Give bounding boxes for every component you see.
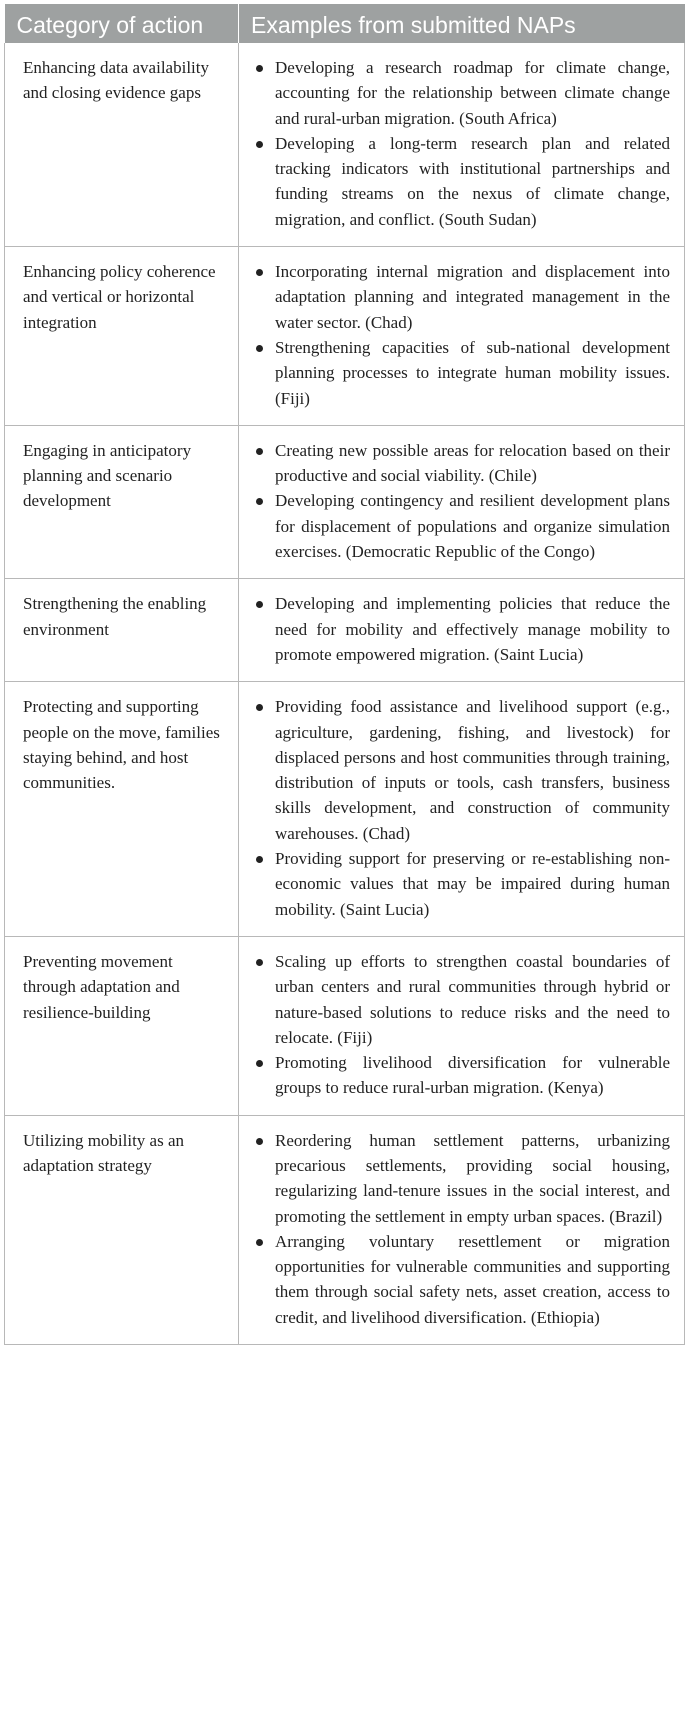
examples-list	[253, 259, 670, 411]
category-cell: Protecting and supporting people on the move, families staying behind, and host communities.	[5, 682, 239, 937]
table-header	[5, 4, 685, 43]
table-body	[5, 43, 685, 1345]
header-row	[5, 4, 685, 43]
examples-cell	[239, 682, 685, 937]
examples-list	[253, 591, 670, 667]
table-row	[5, 43, 685, 247]
examples-list	[253, 1128, 670, 1330]
table-row	[5, 682, 685, 937]
example-item: Arranging voluntary resettlement or migration opportunities for vulnerable communities and supporting them through social safety nets, asset creation, access to credit, and livelihood diversification. (Ethiopia)	[253, 1229, 670, 1330]
examples-list	[253, 694, 670, 922]
examples-cell	[239, 425, 685, 578]
category-cell: Strengthening the enabling environment	[5, 579, 239, 682]
examples-list	[253, 438, 670, 564]
example-item: Providing support for preserving or re-establishing non-economic values that may be impaired during human mobility. (Saint Lucia)	[253, 846, 670, 922]
example-item: Scaling up efforts to strengthen coastal boundaries of urban centers and rural communities through hybrid or nature-based solutions to reduce risks and the need to relocate. (Fiji)	[253, 949, 670, 1050]
example-item: Strengthening capacities of sub-national development planning processes to integrate human mobility issues. (Fiji)	[253, 335, 670, 411]
header-category-of-action: Category of action	[5, 4, 239, 43]
examples-cell	[239, 43, 685, 247]
example-item: Developing a long-term research plan and related tracking indicators with institutional partnerships and funding streams on the nexus of climate change, migration, and conflict. (South Sudan)	[253, 131, 670, 232]
category-cell: Engaging in anticipatory planning and scenario development	[5, 425, 239, 578]
example-item: Promoting livelihood diversification for vulnerable groups to reduce rural-urban migration. (Kenya)	[253, 1050, 670, 1101]
example-item: Developing and implementing policies that reduce the need for mobility and effectively manage mobility to promote empowered migration. (Saint Lucia)	[253, 591, 670, 667]
example-item: Incorporating internal migration and displacement into adaptation planning and integrated management in the water sector. (Chad)	[253, 259, 670, 335]
table-row	[5, 425, 685, 578]
example-item: Providing food assistance and livelihood support (e.g., agriculture, gardening, fishing, and livestock) for displaced persons and host communities through training, distribution of inputs or tools, cash transfers, business skills development, and construction of community warehouses. (Chad)	[253, 694, 670, 846]
examples-list	[253, 55, 670, 232]
example-item: Creating new possible areas for relocation based on their productive and social viability. (Chile)	[253, 438, 670, 489]
table-row	[5, 1115, 685, 1344]
table-row	[5, 936, 685, 1115]
example-item: Reordering human settlement patterns, urbanizing precarious settlements, providing social housing, regularizing land-tenure issues in the social interest, and promoting the settlement in empty urban spaces. (Brazil)	[253, 1128, 670, 1229]
examples-list	[253, 949, 670, 1101]
category-cell: Enhancing data availability and closing evidence gaps	[5, 43, 239, 247]
example-item: Developing contingency and resilient development plans for displacement of populations and organize simulation exercises. (Democratic Republic of the Congo)	[253, 488, 670, 564]
header-examples: Examples from submitted NAPs	[239, 4, 685, 43]
category-cell: Preventing movement through adaptation and resilience-building	[5, 936, 239, 1115]
examples-cell	[239, 247, 685, 426]
table-row	[5, 579, 685, 682]
examples-cell	[239, 936, 685, 1115]
example-item: Developing a research roadmap for climate change, accounting for the relationship between climate change and rural-urban migration. (South Africa)	[253, 55, 670, 131]
category-cell: Utilizing mobility as an adaptation strategy	[5, 1115, 239, 1344]
naps-table	[4, 4, 685, 1345]
examples-cell	[239, 1115, 685, 1344]
table-row	[5, 247, 685, 426]
examples-cell	[239, 579, 685, 682]
category-cell: Enhancing policy coherence and vertical or horizontal integration	[5, 247, 239, 426]
